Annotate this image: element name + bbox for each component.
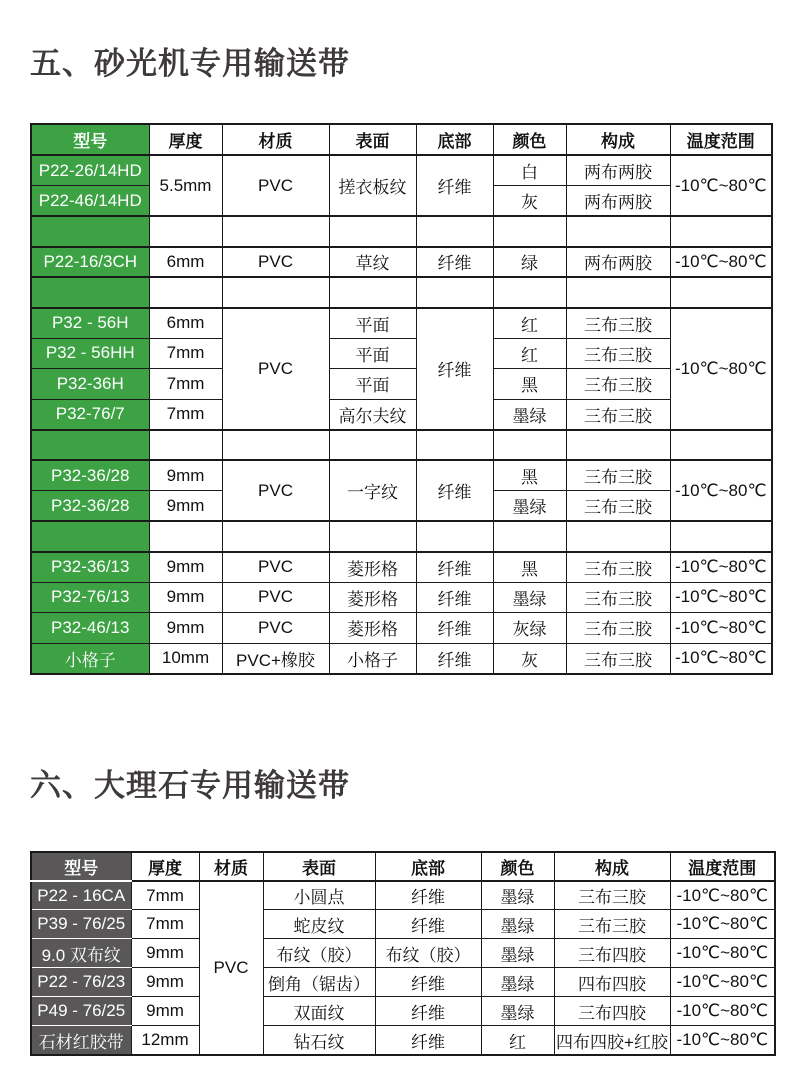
data-cell: -10℃~80℃ xyxy=(670,939,775,968)
data-cell xyxy=(329,430,416,461)
data-cell: 三布四胶 xyxy=(554,939,670,968)
data-cell: 灰 xyxy=(493,186,566,217)
model-cell: P32-76/13 xyxy=(31,582,149,613)
data-cell: 6mm xyxy=(149,247,222,278)
data-cell: -10℃~80℃ xyxy=(670,460,772,521)
table-row xyxy=(31,308,772,339)
table-row xyxy=(31,939,775,968)
spacer-row xyxy=(31,430,772,461)
data-cell: 纤维 xyxy=(416,613,493,644)
data-cell xyxy=(149,216,222,247)
data-cell: -10℃~80℃ xyxy=(670,643,772,674)
data-cell: -10℃~80℃ xyxy=(670,613,772,644)
column-header: 厚度 xyxy=(149,124,222,155)
data-cell: 纤维 xyxy=(375,968,481,997)
data-cell: 蛇皮纹 xyxy=(263,910,375,939)
model-cell: P22-26/14HD xyxy=(31,155,149,186)
data-cell xyxy=(566,277,670,308)
table-row xyxy=(31,247,772,278)
data-cell: 草纹 xyxy=(329,247,416,278)
section-title-sanding: 五、砂光机专用输送带 xyxy=(30,46,350,81)
data-cell: 6mm xyxy=(149,308,222,339)
data-cell: 灰绿 xyxy=(493,613,566,644)
model-cell: P32-36H xyxy=(31,369,149,400)
section-marble-belts xyxy=(0,767,800,1056)
data-cell: PVC xyxy=(222,582,329,613)
data-cell: 9mm xyxy=(131,997,199,1026)
table-row xyxy=(31,1026,775,1055)
data-cell: 倒角（锯齿） xyxy=(263,968,375,997)
model-cell: P22-46/14HD xyxy=(31,186,149,217)
data-cell xyxy=(670,521,772,552)
model-cell xyxy=(31,430,149,461)
data-cell: 纤维 xyxy=(416,552,493,583)
data-cell: 搓衣板纹 xyxy=(329,155,416,216)
data-cell xyxy=(566,430,670,461)
model-cell: P32-76/7 xyxy=(31,399,149,430)
model-cell: P22 - 76/23 xyxy=(31,968,131,997)
data-cell: PVC xyxy=(222,155,329,216)
table-row xyxy=(31,155,772,186)
data-cell: 三布三胶 xyxy=(566,399,670,430)
data-cell: 5.5mm xyxy=(149,155,222,216)
data-cell xyxy=(222,521,329,552)
data-cell: 高尔夫纹 xyxy=(329,399,416,430)
data-cell: 两布两胶 xyxy=(566,186,670,217)
section-title-marble: 六、大理石专用输送带 xyxy=(30,767,350,803)
data-cell: 三布三胶 xyxy=(566,552,670,583)
table-row xyxy=(31,338,772,369)
data-cell: -10℃~80℃ xyxy=(670,997,775,1026)
data-cell: 菱形格 xyxy=(329,582,416,613)
data-cell xyxy=(566,521,670,552)
data-cell: 7mm xyxy=(131,910,199,939)
column-header: 温度范围 xyxy=(670,852,775,881)
data-cell: 7mm xyxy=(149,338,222,369)
data-cell: 纤维 xyxy=(375,910,481,939)
data-cell: 四布四胶+红胶 xyxy=(554,1026,670,1055)
data-cell: 平面 xyxy=(329,369,416,400)
data-cell: 两布两胶 xyxy=(566,155,670,186)
table-row xyxy=(31,369,772,400)
data-cell: 7mm xyxy=(131,881,199,910)
column-header: 颜色 xyxy=(493,124,566,155)
data-cell: -10℃~80℃ xyxy=(670,910,775,939)
data-cell xyxy=(149,521,222,552)
data-cell: 10mm xyxy=(149,643,222,674)
table-row xyxy=(31,460,772,491)
model-cell: P32-36/13 xyxy=(31,552,149,583)
data-cell xyxy=(493,430,566,461)
data-cell xyxy=(329,277,416,308)
data-cell: PVC xyxy=(222,552,329,583)
model-cell: 9.0 双布纹 xyxy=(31,939,131,968)
data-cell: 墨绿 xyxy=(493,582,566,613)
data-cell: 12mm xyxy=(131,1026,199,1055)
data-cell: 三布三胶 xyxy=(566,460,670,491)
data-cell: 纤维 xyxy=(375,881,481,910)
data-cell: 灰 xyxy=(493,643,566,674)
data-cell xyxy=(670,277,772,308)
data-cell: 布纹（胶） xyxy=(375,939,481,968)
data-cell: 黑 xyxy=(493,552,566,583)
data-cell: PVC xyxy=(222,613,329,644)
data-cell: 7mm xyxy=(149,369,222,400)
data-cell xyxy=(222,277,329,308)
column-header: 构成 xyxy=(566,124,670,155)
data-cell: 9mm xyxy=(149,460,222,491)
data-cell: 白 xyxy=(493,155,566,186)
model-cell xyxy=(31,521,149,552)
data-cell: 红 xyxy=(493,338,566,369)
data-cell: 纤维 xyxy=(416,643,493,674)
data-cell xyxy=(566,216,670,247)
data-cell: 三布三胶 xyxy=(566,308,670,339)
data-cell: 纤维 xyxy=(416,155,493,216)
data-cell xyxy=(149,277,222,308)
data-cell: PVC xyxy=(222,460,329,521)
table-row xyxy=(31,613,772,644)
data-cell: 墨绿 xyxy=(481,968,554,997)
data-cell xyxy=(222,430,329,461)
data-cell: 布纹（胶） xyxy=(263,939,375,968)
column-header: 温度范围 xyxy=(670,124,772,155)
sanding-belt-spec-table xyxy=(30,123,773,675)
data-cell: 7mm xyxy=(149,399,222,430)
model-cell: P32-46/13 xyxy=(31,613,149,644)
column-header: 材质 xyxy=(199,852,263,881)
data-cell: 三布三胶 xyxy=(566,369,670,400)
data-cell: 墨绿 xyxy=(481,881,554,910)
data-cell: 两布两胶 xyxy=(566,247,670,278)
data-cell: 小圆点 xyxy=(263,881,375,910)
table-row xyxy=(31,910,775,939)
data-cell: 绿 xyxy=(493,247,566,278)
data-cell: 墨绿 xyxy=(481,939,554,968)
data-cell xyxy=(493,216,566,247)
data-cell: 平面 xyxy=(329,338,416,369)
data-cell xyxy=(329,216,416,247)
data-cell: 红 xyxy=(493,308,566,339)
table-row xyxy=(31,881,775,910)
data-cell xyxy=(222,216,329,247)
data-cell: -10℃~80℃ xyxy=(670,582,772,613)
header-row xyxy=(31,124,772,155)
data-cell: 9mm xyxy=(149,552,222,583)
data-cell: 9mm xyxy=(131,939,199,968)
data-cell: 双面纹 xyxy=(263,997,375,1026)
model-cell: P49 - 76/25 xyxy=(31,997,131,1026)
column-header: 材质 xyxy=(222,124,329,155)
data-cell: 墨绿 xyxy=(481,910,554,939)
data-cell: 三布三胶 xyxy=(566,338,670,369)
data-cell: -10℃~80℃ xyxy=(670,1026,775,1055)
column-header: 型号 xyxy=(31,124,149,155)
table-row xyxy=(31,552,772,583)
data-cell: 平面 xyxy=(329,308,416,339)
data-cell: 三布三胶 xyxy=(566,491,670,522)
spacer-row xyxy=(31,216,772,247)
data-cell: 纤维 xyxy=(416,582,493,613)
model-cell: P32-36/28 xyxy=(31,491,149,522)
data-cell: -10℃~80℃ xyxy=(670,968,775,997)
data-cell: 小格子 xyxy=(329,643,416,674)
data-cell xyxy=(329,521,416,552)
data-cell: 钻石纹 xyxy=(263,1026,375,1055)
model-cell: P22-16/3CH xyxy=(31,247,149,278)
data-cell: 黑 xyxy=(493,460,566,491)
data-cell xyxy=(416,277,493,308)
data-cell xyxy=(416,430,493,461)
model-cell: P32 - 56HH xyxy=(31,338,149,369)
data-cell: PVC+橡胶 xyxy=(222,643,329,674)
data-cell: 三布四胶 xyxy=(554,997,670,1026)
data-cell: PVC xyxy=(222,308,329,430)
data-cell: 三布三胶 xyxy=(566,582,670,613)
marble-belt-spec-table xyxy=(30,851,776,1056)
model-cell: 小格子 xyxy=(31,643,149,674)
header-row xyxy=(31,852,775,881)
model-cell xyxy=(31,216,149,247)
data-cell: -10℃~80℃ xyxy=(670,247,772,278)
spacer-row xyxy=(31,277,772,308)
column-header: 底部 xyxy=(416,124,493,155)
data-cell xyxy=(670,216,772,247)
data-cell: -10℃~80℃ xyxy=(670,881,775,910)
data-cell: 墨绿 xyxy=(493,399,566,430)
data-cell: 黑 xyxy=(493,369,566,400)
data-cell: 三布三胶 xyxy=(566,613,670,644)
data-cell: 9mm xyxy=(149,582,222,613)
data-cell: 红 xyxy=(481,1026,554,1055)
data-cell: 纤维 xyxy=(416,308,493,430)
column-header: 表面 xyxy=(263,852,375,881)
data-cell: -10℃~80℃ xyxy=(670,308,772,430)
table-row xyxy=(31,968,775,997)
data-cell: 纤维 xyxy=(416,460,493,521)
data-cell: 纤维 xyxy=(375,1026,481,1055)
data-cell: 纤维 xyxy=(416,247,493,278)
column-header: 表面 xyxy=(329,124,416,155)
data-cell: 三布三胶 xyxy=(554,881,670,910)
table-row xyxy=(31,582,772,613)
column-header: 颜色 xyxy=(481,852,554,881)
data-cell xyxy=(493,521,566,552)
data-cell: -10℃~80℃ xyxy=(670,552,772,583)
model-cell xyxy=(31,277,149,308)
data-cell xyxy=(670,430,772,461)
data-cell: 三布三胶 xyxy=(566,643,670,674)
data-cell: 9mm xyxy=(131,968,199,997)
data-cell: -10℃~80℃ xyxy=(670,155,772,216)
model-cell: P22 - 16CA xyxy=(31,881,131,910)
data-cell: 四布四胶 xyxy=(554,968,670,997)
table-row xyxy=(31,399,772,430)
model-cell: P32-36/28 xyxy=(31,460,149,491)
data-cell: 三布三胶 xyxy=(554,910,670,939)
data-cell: PVC xyxy=(199,881,263,1055)
data-cell xyxy=(493,277,566,308)
data-cell: 9mm xyxy=(149,491,222,522)
data-cell: 菱形格 xyxy=(329,613,416,644)
data-cell: 菱形格 xyxy=(329,552,416,583)
spacer-row xyxy=(31,521,772,552)
column-header: 型号 xyxy=(31,852,131,881)
column-header: 构成 xyxy=(554,852,670,881)
table-row xyxy=(31,643,772,674)
table-row xyxy=(31,997,775,1026)
column-header: 底部 xyxy=(375,852,481,881)
data-cell: 一字纹 xyxy=(329,460,416,521)
model-cell: P39 - 76/25 xyxy=(31,910,131,939)
model-cell: 石材红胶带 xyxy=(31,1026,131,1055)
data-cell xyxy=(416,216,493,247)
data-cell: 墨绿 xyxy=(493,491,566,522)
data-cell: 9mm xyxy=(149,613,222,644)
data-cell: 墨绿 xyxy=(481,997,554,1026)
data-cell xyxy=(416,521,493,552)
data-cell: 纤维 xyxy=(375,997,481,1026)
data-cell xyxy=(149,430,222,461)
data-cell: PVC xyxy=(222,247,329,278)
column-header: 厚度 xyxy=(131,852,199,881)
model-cell: P32 - 56H xyxy=(31,308,149,339)
